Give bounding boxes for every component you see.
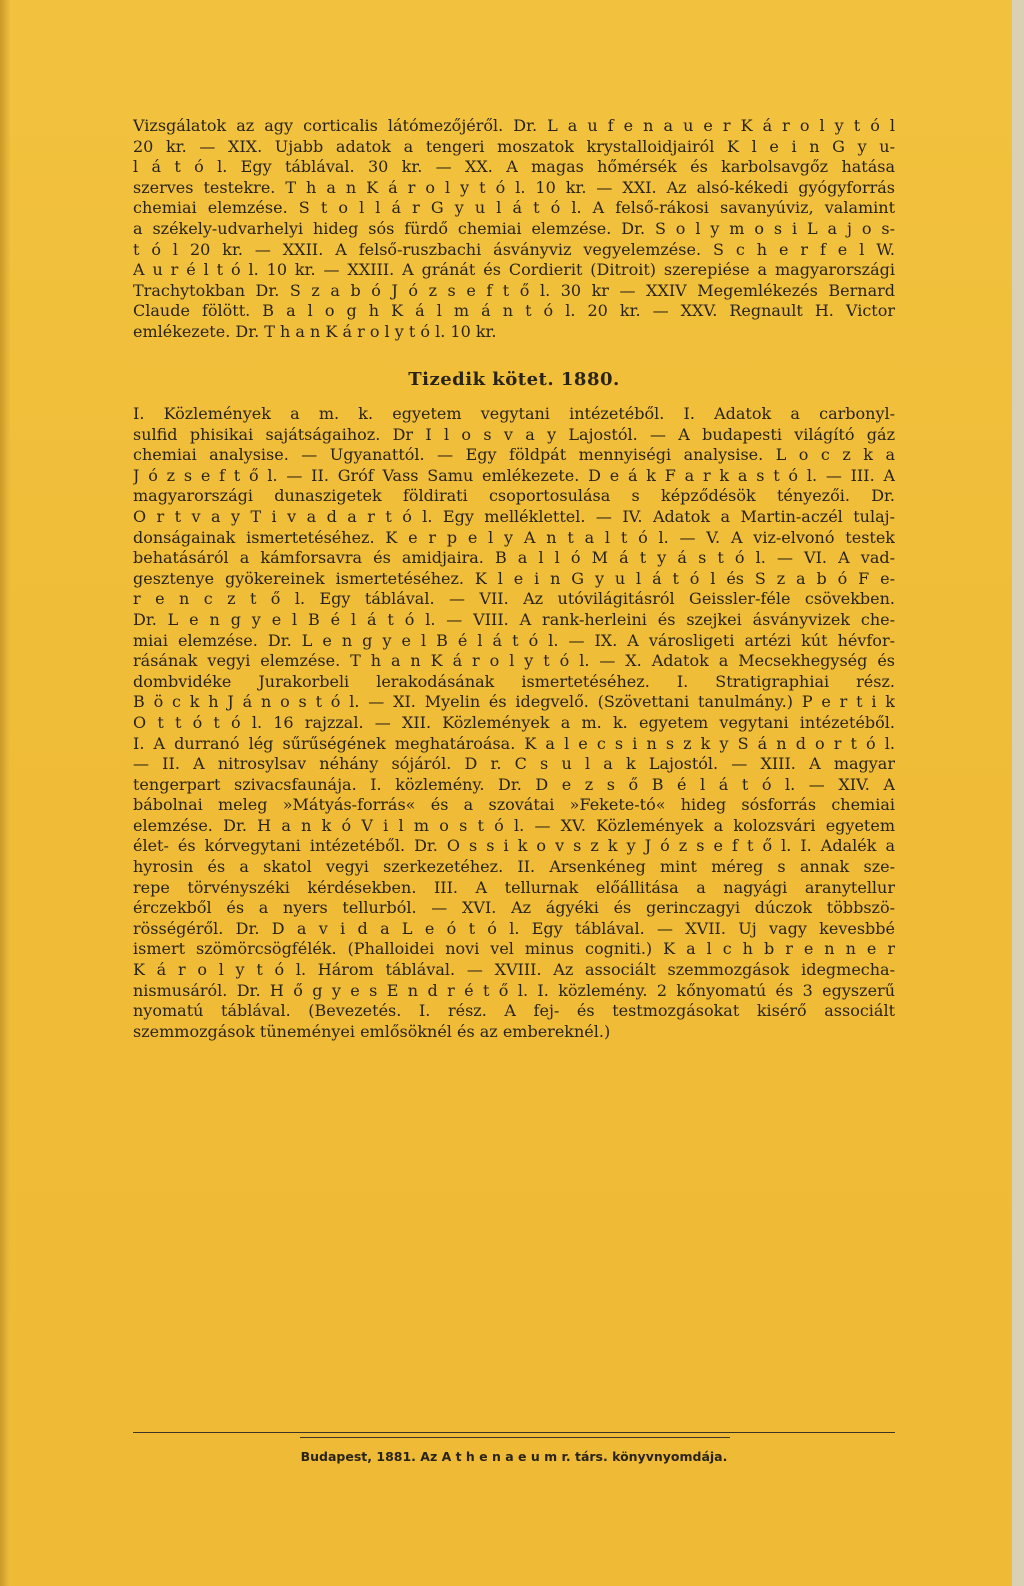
text-line: Claude fölött. B a l o g h K á l m á n t ó l. 20 kr. — XXV. Regnault H. Victor xyxy=(133,301,895,321)
text-line: l á t ó l. Egy táblával. 30 kr. — XX. A magas hőmérsék és karbolsavgőz hatása xyxy=(133,157,895,177)
text-line: bábolnai meleg »Mátyás-forrás« és a szovátai »Fekete-tó« hideg sósforrás chemiai xyxy=(133,795,895,815)
text-line: sulfid phisikai sajátságaihoz. Dr I l o s v a y Lajostól. — A budapesti világító gáz xyxy=(133,424,895,444)
volume-heading: Tizedik kötet. 1880. xyxy=(408,369,620,390)
text-line: Trachytokban Dr. S z a b ó J ó z s e f t ő l. 30 kr — XXIV Megemlékezés Bernard xyxy=(133,280,895,300)
text-line: gesztenye gyökereinek ismertetéséhez. K l e i n G y u l á t ó l és S z a b ó F e- xyxy=(133,568,895,588)
text-line: szemmozgások tüneményei emlősöknél és az embereknél.) xyxy=(133,1021,611,1041)
text-line: rásának vegyi elemzése. T h a n K á r o l y t ó l. — X. Adatok a Mecsekhegység és xyxy=(133,651,895,671)
text-line: érczekből és a nyers tellurból. — XVI. Az ágyéki és gerinczagyi dúczok többszö- xyxy=(133,898,895,918)
printer-imprint: Budapest, 1881. Az A t h e n a e u m r. társ. könyvnyomdája. xyxy=(300,1449,728,1464)
text-line: O t t ó t ó l. 16 rajzzal. — XII. Közlemények a m. k. egyetem vegytani intézetéből. xyxy=(133,712,895,732)
text-line: dombvidéke Jurakorbeli lerakodásának ismertetéséhez. I. Stratigraphiai rész. xyxy=(133,671,895,691)
text-line: B ö c k h J á n o s t ó l. — XI. Myelin és idegvelő. (Szövettani tanulmány.) P e r t i k xyxy=(133,692,895,712)
text-line: a székely-udvarhelyi hideg sós fürdő chemiai elemzése. Dr. S o l y m o s i L a j o s- xyxy=(133,218,895,238)
text-line: elemzése. Dr. H a n k ó V i l m o s t ó l. — XV. Közlemények a kolozsvári egyetem xyxy=(133,815,895,835)
text-line: ismert szömörcsögfélék. (Phalloidei novi vel minus cogniti.) K a l c h b r e n n e r xyxy=(133,939,895,959)
text-line: nismusáról. Dr. H ő g y e s E n d r é t ő l. I. közlemény. 2 kőnyomatú és 3 egyszerű xyxy=(133,980,895,1000)
volume-contents xyxy=(133,404,895,1042)
page-edge xyxy=(1012,0,1024,1586)
text-line: J ó z s e f t ő l. — II. Gróf Vass Samu emlékezete. D e á k F a r k a s t ó l. — III. A xyxy=(133,465,895,485)
text-line: miai elemzése. Dr. L e n g y e l B é l á t ó l. — IX. A városligeti artézi kút hévfor- xyxy=(133,630,895,650)
footer-rule xyxy=(133,1432,895,1433)
text-line: élet- és kórvegytani intézetéből. Dr. O s s i k o v s z k y J ó z s e f t ő l. I. Adalék a xyxy=(133,836,895,856)
text-line: Dr. L e n g y e l B é l á t ó l. — VIII. A rank-herleini és szejkei ásványvizek che- xyxy=(133,609,895,629)
text-line: hyrosin és a skatol vegyi szerkezetéhez. II. Arsenkéneg mint méreg s annak sze- xyxy=(133,857,895,877)
continued-listing xyxy=(133,116,895,343)
text-line: I. Közlemények a m. k. egyetem vegytani intézetéből. I. Adatok a carbonyl- xyxy=(133,404,895,423)
text-line: A u r é l t ó l. 10 kr. — XXIII. A gránát és Cordierit (Ditroit) szerepiése a magyarországi xyxy=(133,260,895,280)
text-line: donságainak ismertetéséhez. K e r p e l y A n t a l t ó l. — V. A viz-elvonó testek xyxy=(133,527,895,547)
text-line: nyomatú táblával. (Bevezetés. I. rész. A fej- és testmozgásokat kisérő associált xyxy=(133,1001,895,1021)
text-line: — II. A nitrosylsav néhány sójáról. D r. C s u l a k Lajostól. — XIII. A magyar xyxy=(133,754,895,774)
text-line: repe törvényszéki kérdésekben. III. A tellurnak előállitása a nagyági aranytellur xyxy=(133,877,895,897)
text-line: r e n c z t ő l. Egy táblával. — VII. Az utóvilágitásról Geissler-féle csövekben. xyxy=(133,589,895,609)
text-line: behatásáról a kámforsavra és amidjaira. B a l l ó M á t y á s t ó l. — VI. A vad- xyxy=(133,548,895,568)
binding-shadow xyxy=(0,0,10,1586)
text-line: tengerpart szivacsfaunája. I. közlemény. Dr. D e z s ő B é l á t ó l. — XIV. A xyxy=(133,774,895,794)
text-line: Vizsgálatok az agy corticalis látómezőjéről. Dr. L a u f e n a u e r K á r o l y t ó l xyxy=(133,116,895,135)
text-line: chemiai analysise. — Ugyanattól. — Egy földpát mennyiségi analysise. L o c z k a xyxy=(133,445,895,465)
footer-rule-short xyxy=(300,1437,730,1438)
text-line: K á r o l y t ó l. Három táblával. — XVIII. Az associált szemmozgások idegmecha- xyxy=(133,960,895,980)
text-line: emlékezete. Dr. T h a n K á r o l y t ó l. 10 kr. xyxy=(133,321,497,341)
text-line: magyarországi dunaszigetek földirati csoportosulása s képződésök tényezői. Dr. xyxy=(133,486,895,506)
text-line: szerves testekre. T h a n K á r o l y t ó l. 10 kr. — XXI. Az alsó-kékedi gyógyforrás xyxy=(133,177,895,197)
text-line: chemiai elemzése. S t o l l á r G y u l á t ó l. A felső-rákosi savanyúviz, valamint xyxy=(133,198,895,218)
text-line: O r t v a y T i v a d a r t ó l. Egy melléklettel. — IV. Adatok a Martin-aczél tulaj- xyxy=(133,506,895,526)
text-line: I. A durranó lég sűrűségének meghatároása. K a l e c s i n s z k y S á n d o r t ó l. xyxy=(133,733,895,753)
text-line: 20 kr. — XIX. Ujabb adatok a tengeri moszatok krystalloidjairól K l e i n G y u- xyxy=(133,136,895,156)
text-line: rösségéről. Dr. D a v i d a L e ó t ó l. Egy táblával. — XVII. Uj vagy kevesbbé xyxy=(133,918,895,938)
text-line: t ó l 20 kr. — XXII. A felső-ruszbachi ásványviz vegyelemzése. S c h e r f e l W. xyxy=(133,239,895,259)
